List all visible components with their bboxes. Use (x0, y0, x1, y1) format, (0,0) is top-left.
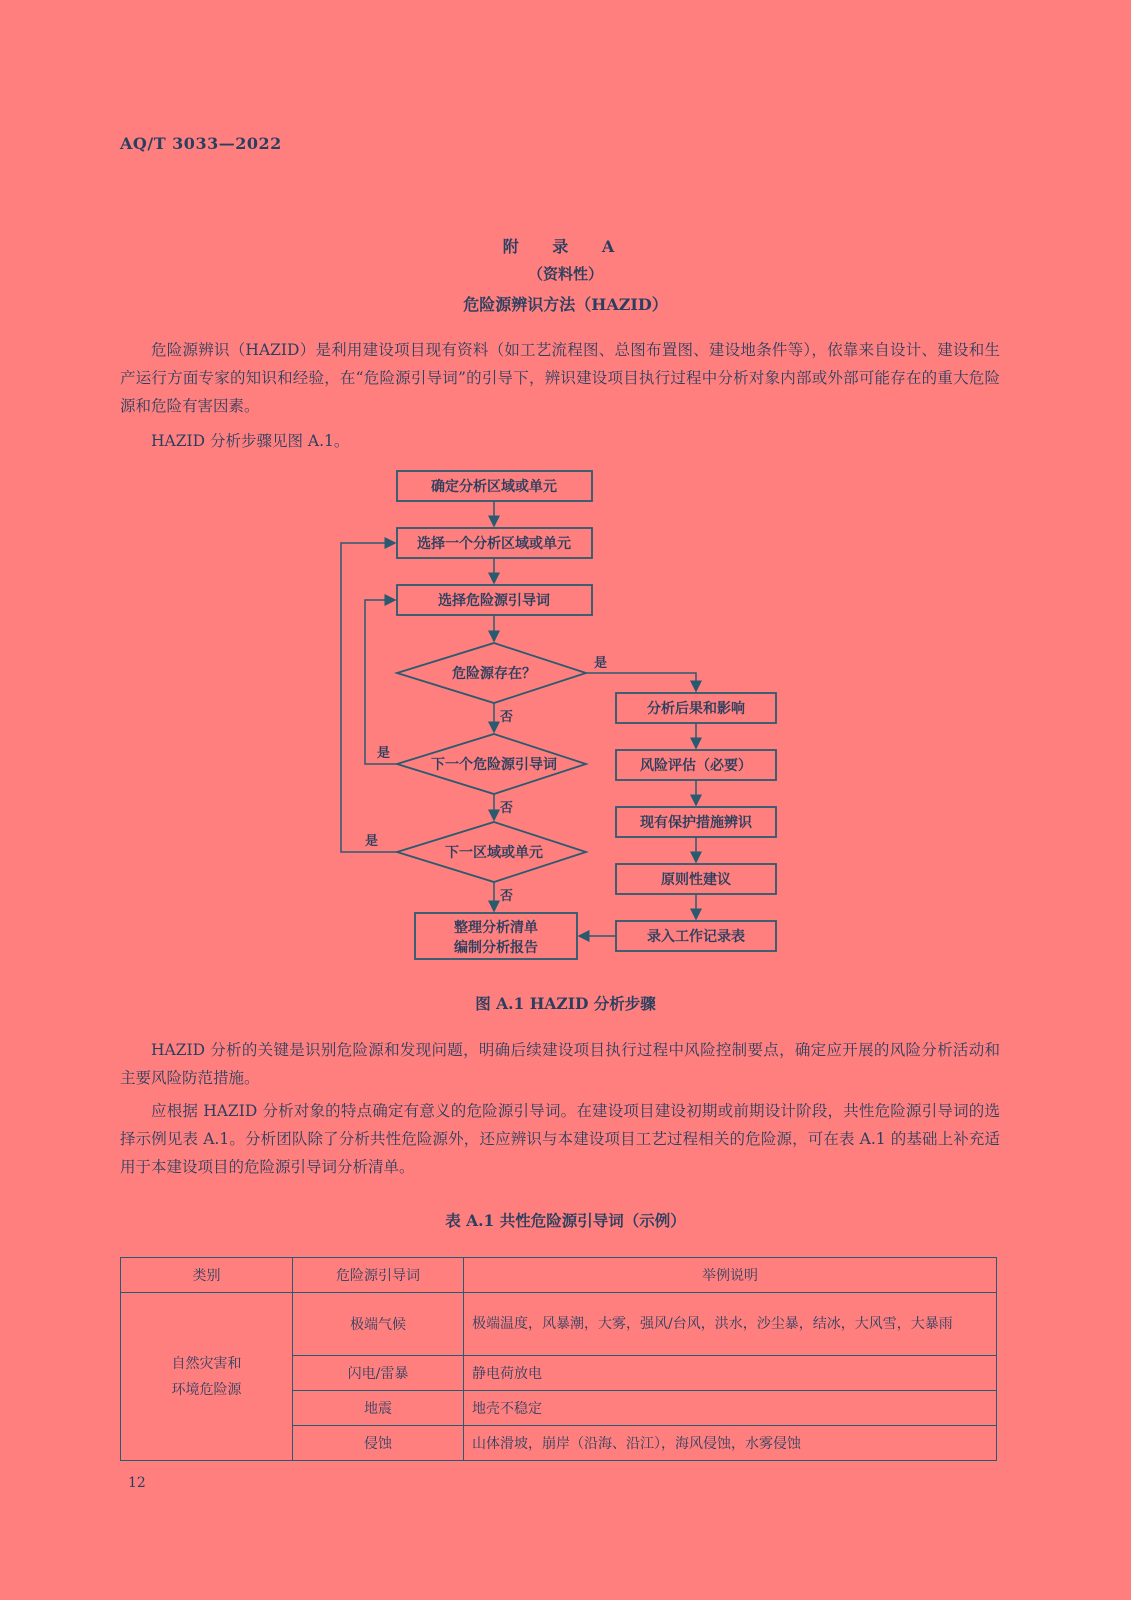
steps-reference-paragraph: HAZID 分析步骤见图 A.1。 (151, 432, 350, 450)
flow-text-consequence: 分析后果和影响 (647, 701, 745, 717)
table-cell-guide-word: 闪电/雷暴 (293, 1356, 464, 1391)
table-header-example: 举例说明 (464, 1258, 997, 1293)
table-caption: 表 A.1 共性危险源引导词（示例） (445, 1211, 686, 1230)
table-cell-example: 静电荷放电 (464, 1356, 997, 1391)
table-header-guide-word: 危险源引导词 (293, 1258, 464, 1293)
hazard-guide-word-table (120, 1257, 997, 1461)
flow-label-no-exists: 否 (500, 710, 514, 725)
flow-text-risk-eval: 风险评估（必要） (640, 758, 752, 774)
table-cell-guide-word: 极端气候 (293, 1293, 464, 1356)
flow-label-yes-exists: 是 (594, 656, 608, 671)
flow-label-no-next-area: 否 (500, 889, 514, 904)
figure-caption: 图 A.1 HAZID 分析步骤 (475, 994, 656, 1013)
table-cell-example: 极端温度，风暴潮，大雾，强风/台风，洪水，沙尘暴，结冰，大风雪，大暴雨 (464, 1293, 997, 1356)
flow-text-exists: 危险源存在？ (452, 666, 536, 682)
flow-text-protection: 现有保护措施辨识 (640, 815, 752, 831)
flow-text-record: 录入工作记录表 (647, 929, 745, 945)
flow-text-advice: 原则性建议 (661, 872, 731, 888)
table-cell-category: 自然灾害和 环境危险源 (121, 1293, 293, 1461)
flow-label-yes-next-area: 是 (365, 834, 379, 849)
table-row (121, 1293, 997, 1356)
flow-text-select-word: 选择危险源引导词 (438, 593, 550, 609)
table-header-category: 类别 (121, 1258, 293, 1293)
appendix-title: 附 录 A (502, 237, 629, 256)
intro-paragraph: 危险源辨识（HAZID）是利用建设项目现有资料（如工艺流程图、总图布置图、建设地条件等），依靠来自设计、建设和生产运行方面专家的知识和经验，在“危险源引导词”的引导下，辨识建设项目执行过程中分析对象内部或外部可能存在的重大危险源和危险有害因素。 (120, 341, 1000, 415)
table-cell-guide-word: 地震 (293, 1391, 464, 1426)
flow-text-next-area: 下一区域或单元 (445, 845, 543, 861)
flow-text-compile-2: 编制分析报告 (454, 940, 538, 956)
table-header-row (121, 1258, 997, 1293)
table-cell-example: 山体滑坡，崩岸（沿海、沿江），海风侵蚀，水雾侵蚀 (464, 1426, 997, 1461)
flow-text-define: 确定分析区域或单元 (431, 479, 557, 495)
document-id: AQ/T 3033—2022 (120, 134, 282, 153)
table-cell-guide-word: 侵蚀 (293, 1426, 464, 1461)
appendix-type: （资料性） (527, 265, 603, 283)
appendix-name: 危险源辨识方法（HAZID） (463, 295, 668, 314)
table-cell-example: 地壳不稳定 (464, 1391, 997, 1426)
flow-label-yes-next-word: 是 (377, 746, 391, 761)
flow-text-select-area: 选择一个分析区域或单元 (417, 536, 571, 552)
flow-text-compile-1: 整理分析清单 (454, 920, 538, 936)
page-number: 12 (128, 1475, 146, 1491)
flow-text-next-word: 下一个危险源引导词 (431, 757, 557, 773)
flow-label-no-next-word: 否 (500, 801, 514, 816)
key-points-paragraph: HAZID 分析的关键是识别危险源和发现问题，明确后续建设项目执行过程中风险控制要点，确定应开展的风险分析活动和主要风险防范措施。 (120, 1041, 1000, 1087)
guide-words-paragraph: 应根据 HAZID 分析对象的特点确定有意义的危险源引导词。在建设项目建设初期或前期设计阶段，共性危险源引导词的选择示例见表 A.1。分析团队除了分析共性危险源外，还应辨识与本建设项目工艺过程相关的危险源，可在表 A.1 的基础上补充适用于本建设项目的危险源引导词分析清单。 (120, 1102, 1000, 1176)
